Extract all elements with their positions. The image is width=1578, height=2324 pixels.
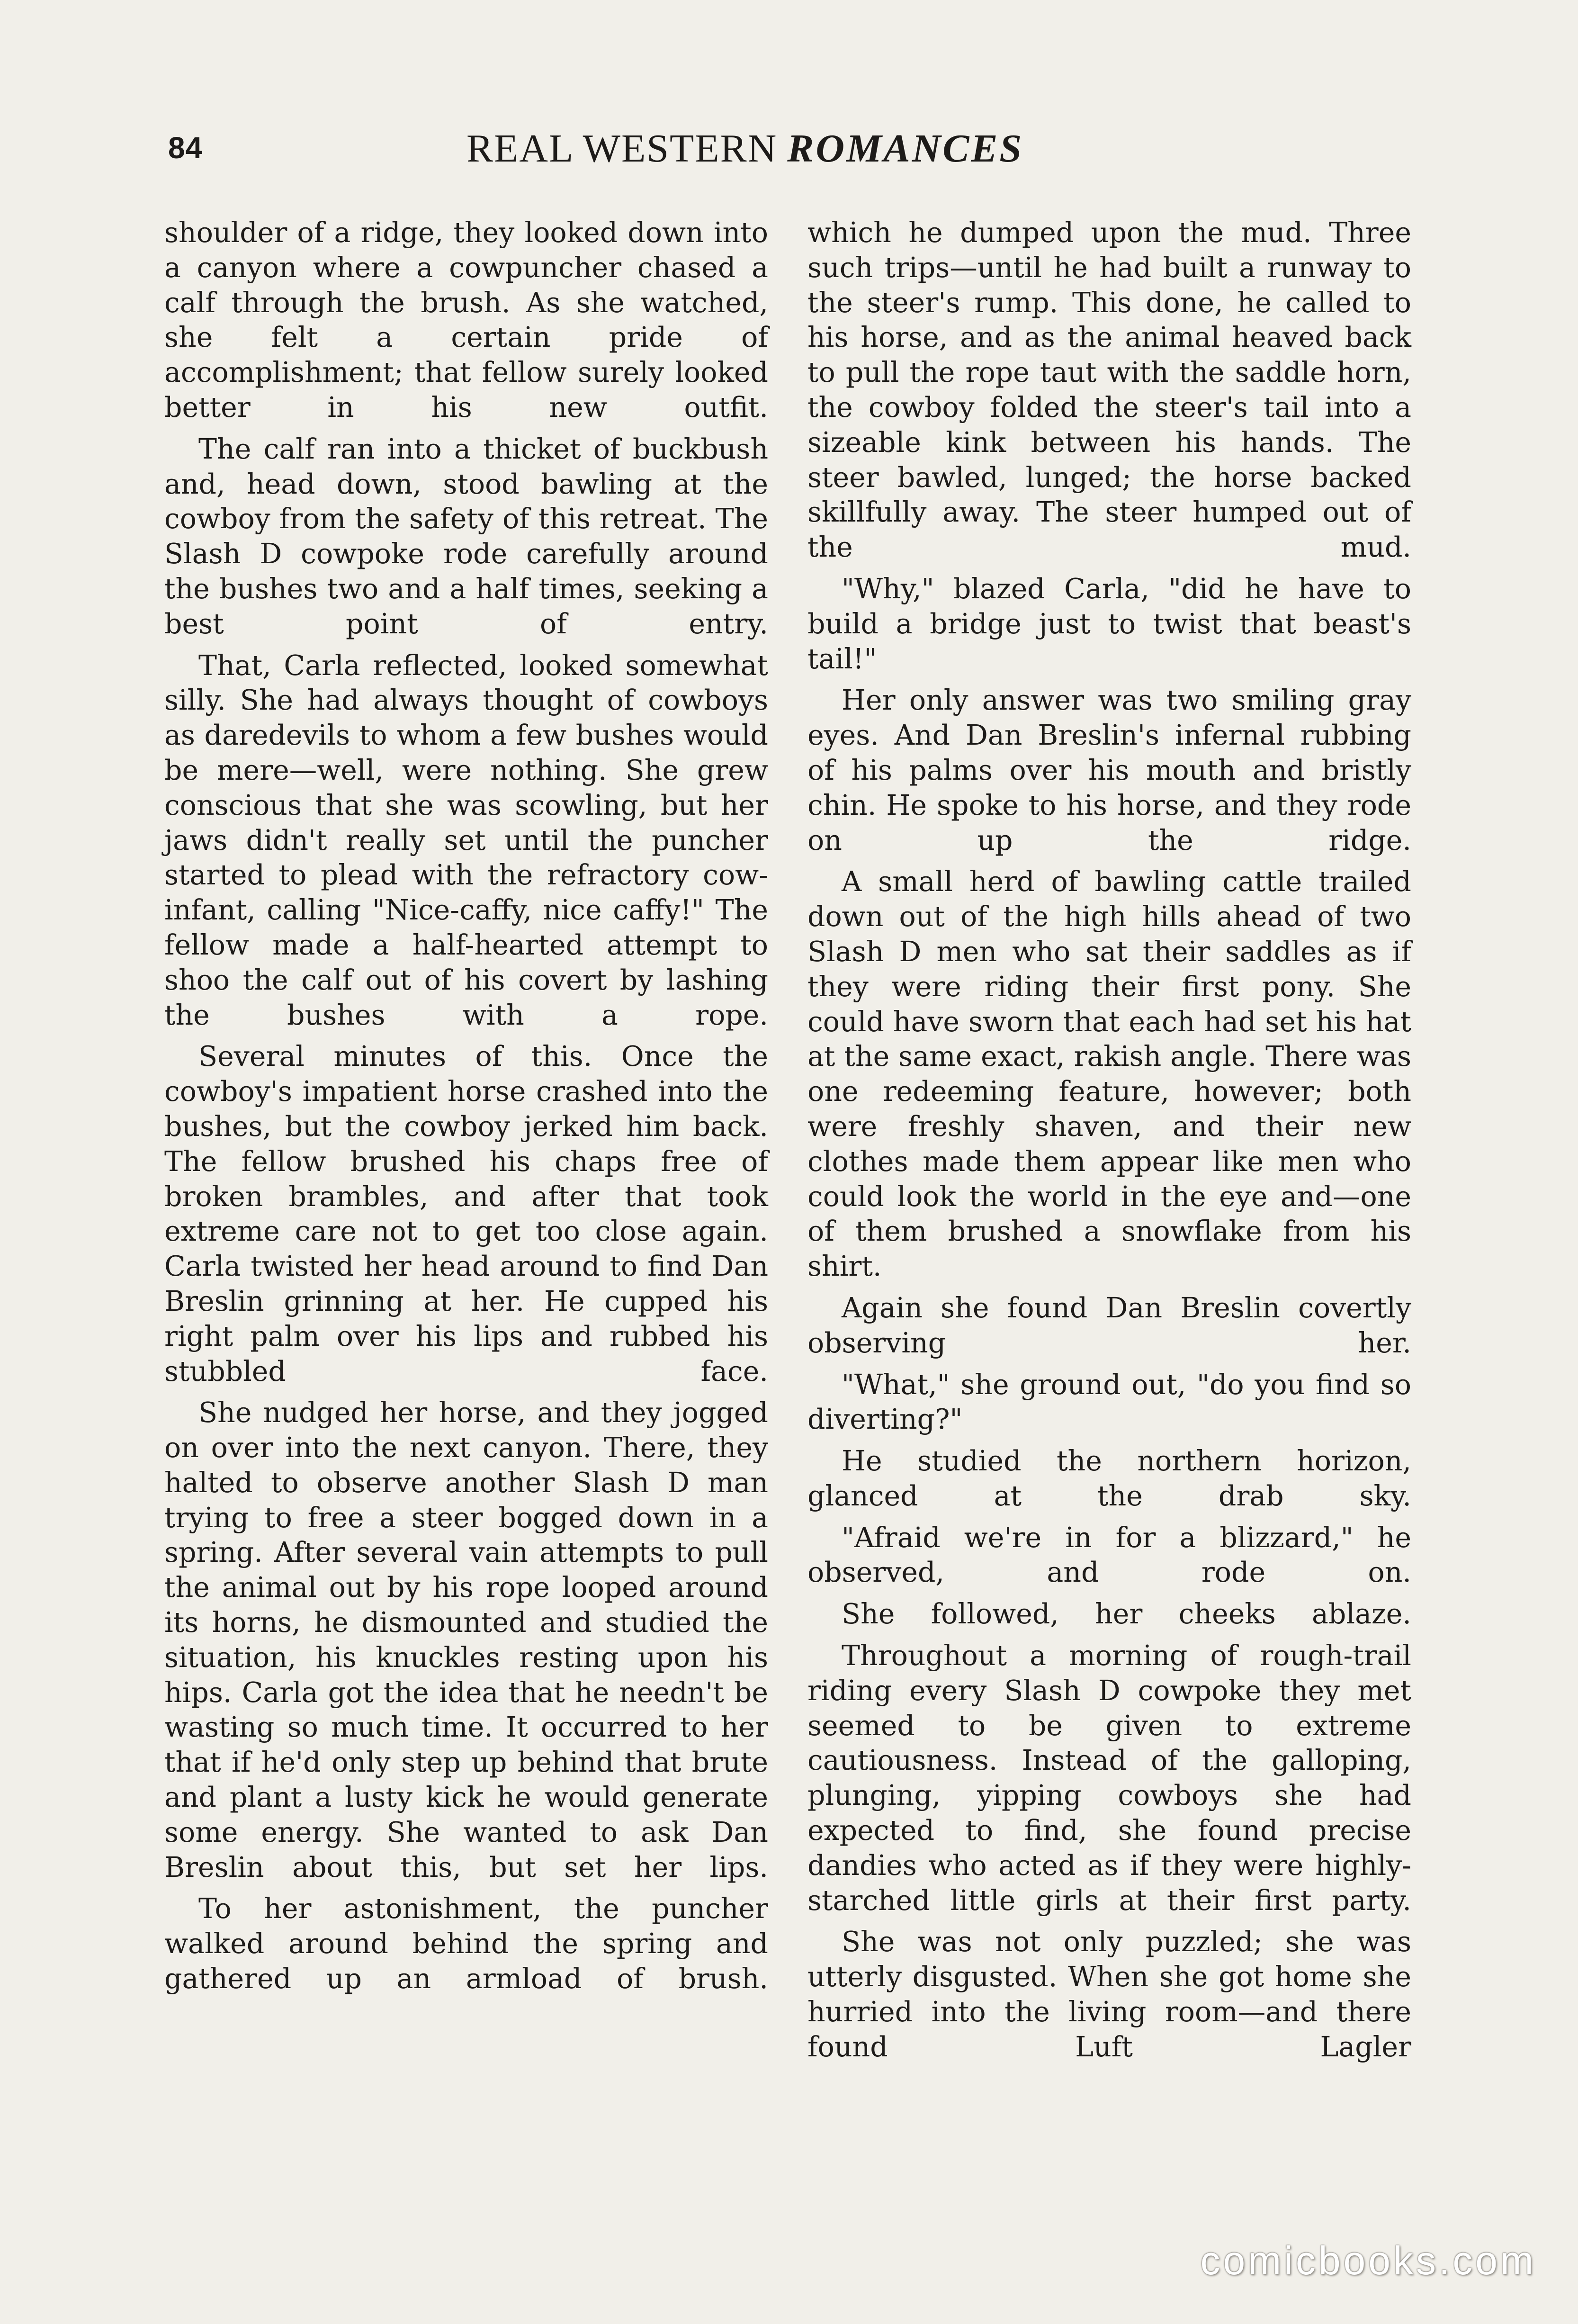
paragraph: A small herd of bawling cattle trailed down out of the high hills ahead of two Slash D men who sat their saddles as if they were riding their first pony. She could have sworn that each had set his hat at the same exact, rakish angle. There was one redeeming feature, however; both were freshly shaven, and their new clothes made them appear like men who could look the world in the eye and—one of them brushed a snowflake from his shirt. [807, 865, 1411, 1283]
paragraph: which he dumped upon the mud. Three such trips—until he had built a runway to the steer's rump. This done, he called to his horse, and as the animal heaved back to pull the rope taut with the saddle horn, the cowboy folded the steer's tail into a sizeable kink between his hands. The steer bawled, lunged; the horse backed skillfully away. The steer humped out of the mud. [807, 216, 1411, 564]
paragraph: To her astonishment, the puncher walked around behind the spring and gathered up an armload of brush. [164, 1892, 768, 1995]
paragraph: "Why," blazed Carla, "did he have to build a bridge just to twist that beast's tail!" [807, 572, 1411, 675]
page-number: 84 [168, 131, 203, 165]
paragraph: The calf ran into a thicket of buckbush and, head down, stood bawling at the cowboy from the safety of this retreat. The Slash D cowpoke rode carefully around the bushes two and a half times, seeking a best point of entry. [164, 432, 768, 640]
paragraph: He studied the northern horizon, glanced at the drab sky. [807, 1445, 1411, 1512]
paragraph: She was not only puzzled; she was utterly disgusted. When she got home she hurried into the living room—and there found Luft Lagler [807, 1926, 1411, 2063]
paragraph: shoulder of a ridge, they looked down into a canyon where a cowpuncher chased a calf through the brush. As she watched, she felt a certain pride of accomplishment; that fellow surely looked better in his new outfit. [164, 216, 768, 423]
paragraph: Throughout a morning of rough-trail riding every Slash D cowpoke they met seemed to be given to extreme cautiousness. Instead of the galloping, plunging, yipping cowboys she had expected to find, she found precise dandies who acted as if they were highly-starched little girls at their first party. [807, 1639, 1411, 1917]
left-column [164, 216, 768, 1997]
site-watermark: comicbooks.com [1200, 2238, 1536, 2283]
paragraph: She nudged her horse, and they jogged on over into the next canyon. There, they halted to observe another Slash D man trying to free a steer bogged down in a spring. After several vain attempts to pull the animal out by his rope looped around its horns, he dismounted and studied the situation, his knuckles resting upon his hips. Carla got the idea that he needn't be wasting so much time. It occurred to her that if he'd only step up behind that brute and plant a lusty kick he would generate some energy. She wanted to ask Dan Breslin about this, but set her lips. [164, 1396, 768, 1883]
paragraph: Again she found Dan Breslin covertly observing her. [807, 1291, 1411, 1359]
running-title [466, 126, 1023, 171]
paragraph: She followed, her cheeks ablaze. [842, 1598, 1411, 1630]
paragraph: That, Carla reflected, looked somewhat silly. She had always thought of cowboys as daredevils to whom a few bushes would be mere—well, were nothing. She grew conscious that she was scowling, but her jaws didn't really set until the puncher started to plead with the refractory cow-infant, calling "Nice-caffy, nice caffy!" The fellow made a half-hearted attempt to shoo the calf out of his covert by lashing the bushes with a rope. [164, 649, 768, 1031]
running-title-fancy: ROMANCES [787, 126, 1024, 171]
paragraph: Several minutes of this. Once the cowboy's impatient horse crashed into the bushes, but the cowboy jerked him back. The fellow brushed his chaps free of broken brambles, and after that took extreme care not to get too close again. Carla twisted her head around to find Dan Breslin grinning at her. He cupped his right palm over his lips and rubbed his stubbled face. [164, 1040, 768, 1387]
right-column [807, 216, 1411, 2065]
running-title-plain: REAL WESTERN [466, 126, 778, 171]
paragraph: "What," she ground out, "do you find so diverting?" [807, 1368, 1411, 1436]
paragraph: Her only answer was two smiling gray eyes. And Dan Breslin's infernal rubbing of his palms over his mouth and bristly chin. He spoke to his horse, and they rode on up the ridge. [807, 684, 1411, 856]
page-header [0, 126, 1578, 182]
paragraph: "Afraid we're in for a blizzard," he observed, and rode on. [807, 1521, 1411, 1589]
